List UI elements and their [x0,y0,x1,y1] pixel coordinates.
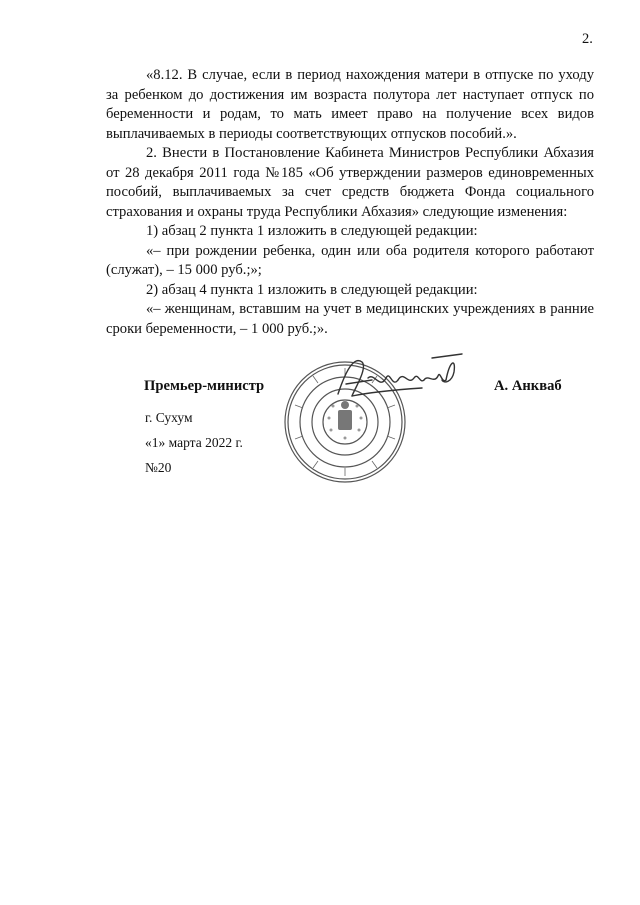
paragraph-sub-1-text: «– при рождении ребенка, один или оба родителя которого работают (служат), – 15 000 руб.;»; [106,242,594,278]
page-number: 2. [582,31,593,47]
paragraph-sub-2-text: «– женщинам, вставшим на учет в медицинских учреждениях в ранние сроки беременности, – 1 000 руб.;». [106,301,594,337]
document-city: г. Сухум [145,410,193,425]
paragraph-sub-1: 1) абзац 2 пункта 1 изложить в следующей редакции: [146,223,478,239]
document-number: №20 [145,460,172,475]
signatory-title: Премьер-министр [144,378,265,394]
paragraph-item-2: 2. Внести в Постановление Кабинета Министров Республики Абхазия от 28 декабря 2011 года №185 «Об утверждении размеров единовременных пособий, выплачиваемых за счет средств бюджета Фонда социального страхования и охраны труда Республики Абхазия» следующие изменения: [106,145,594,220]
paragraph-8-12: «8.12. В случае, если в период нахождения матери в отпуске по уходу за ребенком до достижения им возраста полутора лет наступает отпуск по беременности и родам, то мать имеет право на получение всех видов выплачиваемых в периоды соответствующих отпусков пособий.». [106,67,594,142]
signatory-name: А. Анкваб [494,378,562,394]
document-date: «1» марта 2022 г. [145,435,243,450]
paragraph-sub-2: 2) абзац 4 пункта 1 изложить в следующей редакции: [146,281,478,298]
document-body [106,66,594,339]
handwritten-signature [332,350,472,406]
